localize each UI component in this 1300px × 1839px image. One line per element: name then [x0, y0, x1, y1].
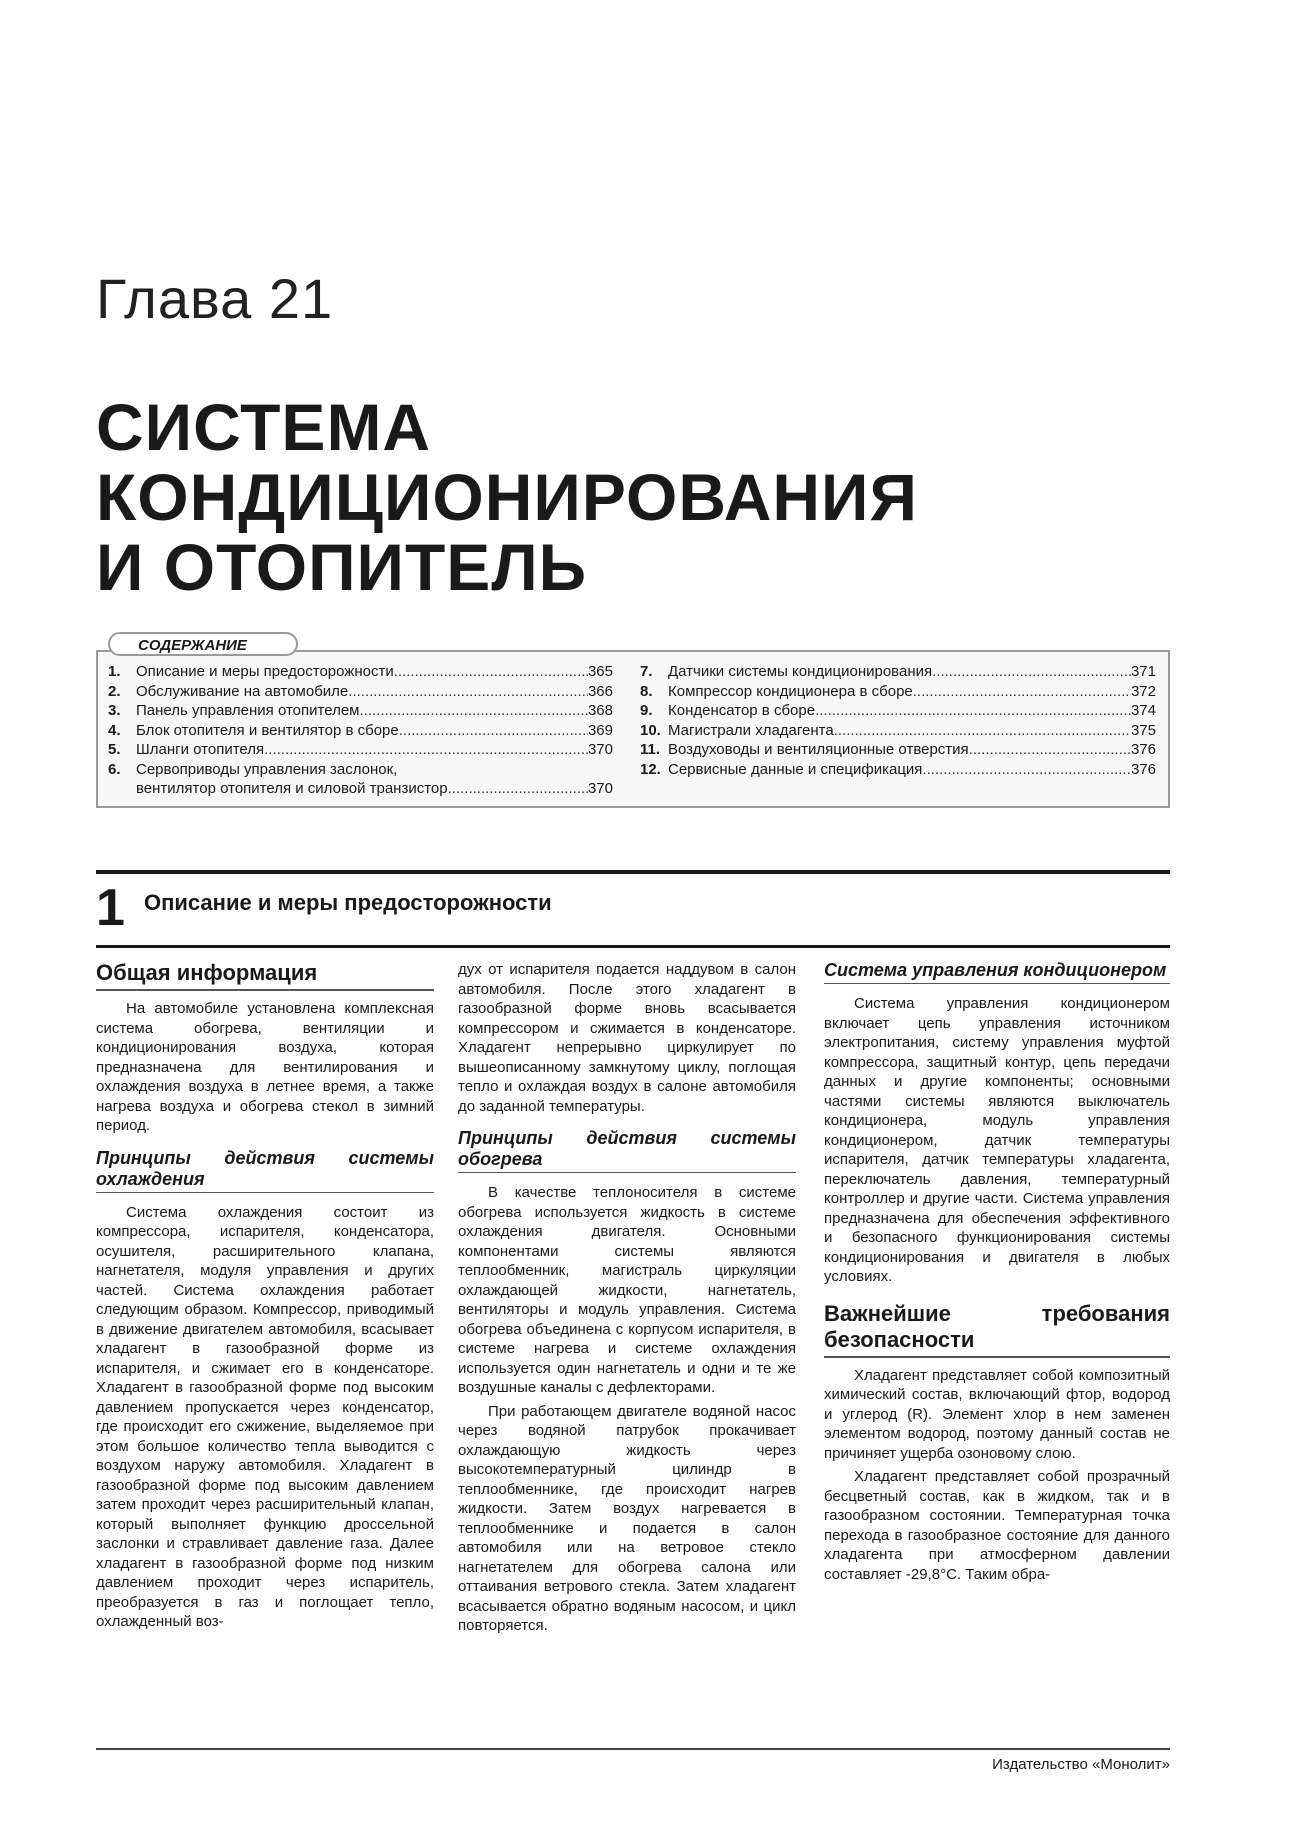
toc-item[interactable]: 5. Шланги отопителя ..... 370 [108, 740, 613, 760]
heading-heating-principles: Принципы действия системы обогрева [458, 1128, 796, 1173]
heading-safety-requirements: Важнейшие требования безопасности [824, 1301, 1170, 1358]
text-column-1 [96, 960, 434, 1636]
footer-divider [96, 1748, 1170, 1750]
section-title: Описание и меры предосторожности [144, 890, 552, 915]
chapter-title-line-2: КОНДИЦИОНИРОВАНИЯ [96, 460, 918, 534]
paragraph: В качестве теплоносителя в системе обогрева используется жидкость в системе охлаждения двигателя. Основными компонентами системы являются теплообменник, магистраль циркуляции охлаждающей жидкости, нагнетатель, вентиляторы и модуль управления. Система обогрева объединена с корпусом испарителя, в системе нагрева и системе охлаждения используется один нагнетатель и одни и те же воздушные каналы с дефлекторами. [458, 1184, 796, 1396]
paragraph: Хладагент представляет собой композитный химический состав, включающий фтор, водород и углерод (R). Элемент хлор в нем заменен элементом водород, поэтому данный состав не причиняет ущерба озоновому слою. [824, 1366, 1170, 1462]
toc-column-left [108, 662, 613, 799]
section-divider-top [96, 870, 1170, 874]
text-column-2 [458, 960, 796, 1640]
heading-cooling-principles: Принципы действия системы охлаждения [96, 1148, 434, 1193]
paragraph: При работающем двигателе водяной насос через водяной патрубок прокачивает охлаждающую жидкость через высокотемпературный цилиндр в теплообменнике, где происходит нагрев жидкости. Затем воздух нагревается в теплообменнике и подается в салон автомобиля или на ветровое стекло нагнетателем для обогрева салона или оттаивания ветрового стекла. Затем хладагент всасывается обратно водяным насосом, и цикл повторяется. [458, 1402, 796, 1634]
paragraph: Система управления кондиционером включает цепь управления источником электропитания, систему управления муфтой компрессора, защитный контур, цепь передачи данных и другие компоненты; основными частями системы являются выключатель кондиционера, модуль управления кондиционером, датчик температуры испарителя, датчик температуры хладагента, переключатель давления, температурный контроллер и другие части. Система управления предназначена для обеспечения эффективного и безопасного функционирования системы кондиционирования и двигателя в любых условиях. [824, 995, 1170, 1285]
toc-item[interactable]: 10. Магистрали хладагента ..... 375 [640, 721, 1156, 741]
toc-header: СОДЕРЖАНИЕ [108, 632, 298, 656]
toc-item[interactable]: 9. Конденсатор в сборе ..... 374 [640, 701, 1156, 721]
heading-ac-control-system: Система управления кондиционером [824, 960, 1170, 984]
section-divider-bottom [96, 945, 1170, 948]
section-number: 1 [96, 879, 125, 937]
toc-item[interactable]: 2. Обслуживание на автомобиле ..... 366 [108, 682, 613, 702]
paragraph: На автомобиле установлена комплексная система обогрева, вентиляции и кондиционирования воздуха, которая предназначена для вентилирования и охлаждения воздуха в летнее время, а также нагрева воздуха и обогрева стекол в зимний период. [96, 1000, 434, 1134]
toc-item[interactable]: 6. Сервоприводы управления заслонок, вентилятор отопителя и силовой транзистор ..... 370 [108, 760, 613, 799]
text-column-3 [824, 960, 1170, 1588]
chapter-title [96, 392, 918, 602]
chapter-label: Глава 21 [96, 267, 334, 330]
toc-item[interactable]: 4. Блок отопителя и вентилятор в сборе ..... 369 [108, 721, 613, 741]
toc-item[interactable]: 12. Сервисные данные и спецификация ..... 376 [640, 760, 1156, 780]
toc-item[interactable]: 11. Воздуховоды и вентиляционные отверстия ..... 376 [640, 740, 1156, 760]
toc-item[interactable]: 3. Панель управления отопителем ..... 368 [108, 701, 613, 721]
paragraph: Система охлаждения состоит из компрессора, испарителя, конденсатора, осушителя, расширительного клапана, нагнетателя, модуля управления и других частей. Система охлаждения работает следующим образом. Компрессор, приводимый в движение двигателем автомобиля, всасывает хладагент в газообразной форме из испарителя, и сжимает его в конденсаторе. Хладагент в газообразной форме под высоким давлением пропускается через конденсатор, где происходит его сжижение, выделяемое при этом большое количество тепла выводится с воздухом наружу автомобиля. Хладагент в газообразной форме под высоким давлением затем проходит через расширительный клапан, который выполняет функцию дроссельной заслонки и стравливает давление газа. Далее хладагент в газообразной форме под низким давлением проходит через испаритель, преобразуется в газ и поглощает тепло, охлажденный воз- [96, 1203, 434, 1630]
chapter-title-line-3: И ОТОПИТЕЛЬ [96, 530, 588, 604]
paragraph: дух от испарителя подается наддувом в салон автомобиля. После этого хладагент в газообразной форме вновь всасывается компрессором и сжимается в конденсаторе. Хладагент непрерывно циркулирует по вышеописанному замкнутому циклу, поглощая тепло и охлаждая воздух в салоне автомобиля до заданной температуры. [458, 961, 796, 1115]
toc-item[interactable]: 7. Датчики системы кондиционирования ..... 371 [640, 662, 1156, 682]
paragraph: Хладагент представляет собой прозрачный бесцветный состав, как в жидком, так и в газообразном состоянии. Температурная точка перехода в газообразное состояние для данного хладагента при атмосферном давлении составляет -29,8°С. Таким обра- [824, 1468, 1170, 1583]
toc-column-right [640, 662, 1156, 779]
toc-item[interactable]: 1. Описание и меры предосторожности ..... 365 [108, 662, 613, 682]
heading-general-info: Общая информация [96, 960, 434, 991]
publisher-footer: Издательство «Монолит» [992, 1756, 1170, 1773]
toc-item[interactable]: 8. Компрессор кондиционера в сборе ..... 372 [640, 682, 1156, 702]
chapter-title-line-1: СИСТЕМА [96, 390, 432, 464]
